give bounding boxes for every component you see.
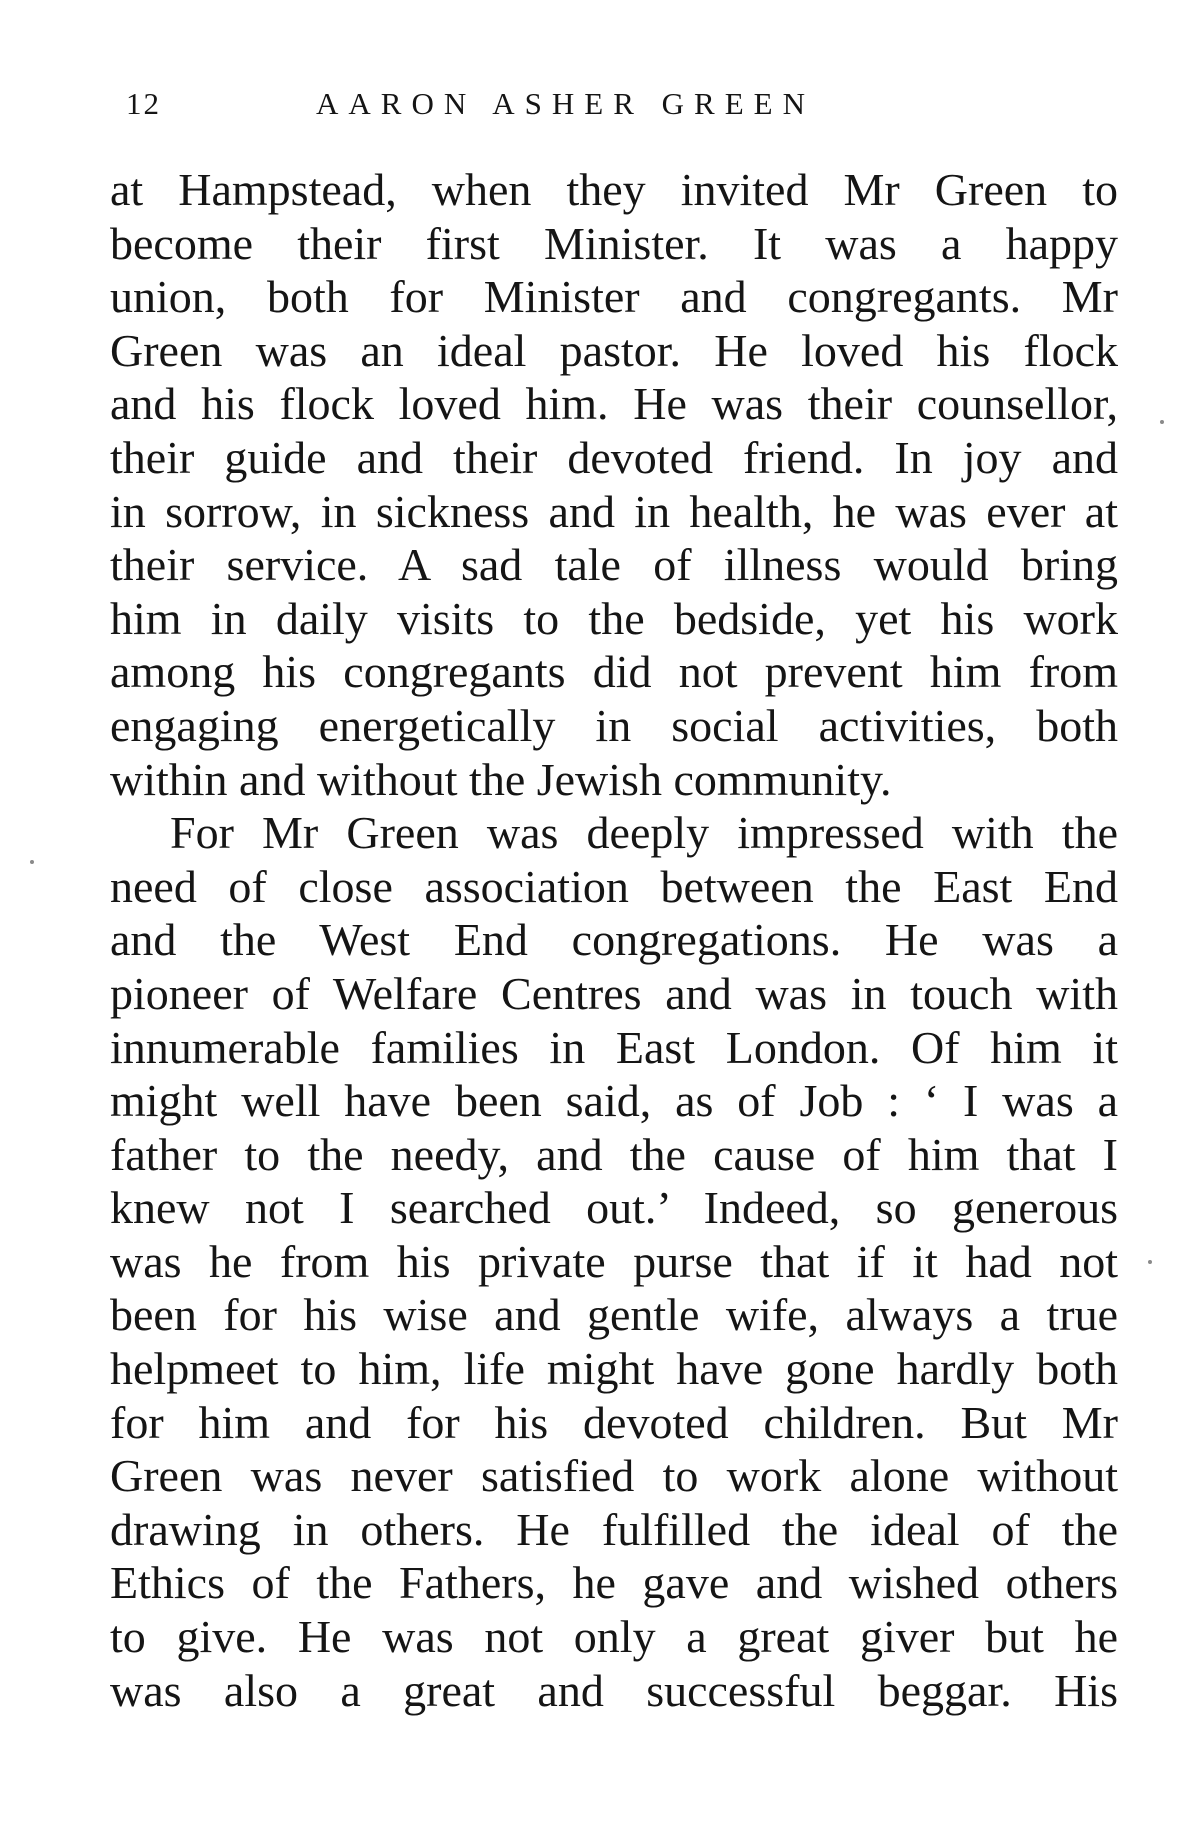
text-line: to give. He was not only a great giver but he [110, 1611, 1118, 1663]
scan-speck [30, 860, 34, 864]
text-line: need of close association between the East End [110, 860, 1118, 912]
text-line: drawing in others. He fulfilled the ideal of the [110, 1503, 1118, 1555]
text-line: was he from his private purse that if it had not [110, 1235, 1118, 1287]
text-line: him in daily visits to the bedside, yet his work [110, 592, 1118, 644]
text-line: pioneer of Welfare Centres and was in touch with [110, 967, 1118, 1019]
page-number: 12 [126, 86, 161, 121]
text-line: for him and for his devoted children. But Mr [110, 1396, 1118, 1448]
text-line: might well have been said, as of Job : ‘ I was a [110, 1075, 1118, 1127]
scan-speck [1148, 1260, 1152, 1264]
text-line: Green was an ideal pastor. He loved his flock [110, 324, 1118, 376]
paragraph-1 [110, 163, 1118, 806]
text-line: their service. A sad tale of illness would bring [110, 539, 1118, 591]
text-line: at Hampstead, when they invited Mr Green to [110, 164, 1118, 215]
body-text [110, 163, 1118, 1717]
text-line: and the West End congregations. He was a [110, 914, 1118, 966]
text-line: within and without the Jewish community. [110, 753, 892, 805]
text-line: among his congregants did not prevent him from [110, 646, 1118, 698]
text-line: union, both for Minister and congregants. Mr [110, 271, 1118, 323]
running-title: AARON ASHER GREEN [316, 86, 815, 121]
text-line: in sorrow, in sickness and in health, he was ever at [110, 485, 1118, 537]
text-line: Ethics of the Fathers, he gave and wished others [110, 1557, 1118, 1609]
text-line: Green was never satisfied to work alone without [110, 1450, 1118, 1502]
text-line: become their first Minister. It was a happy [110, 217, 1118, 269]
text-line: engaging energetically in social activities, both [110, 699, 1118, 751]
text-line: knew not I searched out.’ Indeed, so generous [110, 1182, 1118, 1234]
text-line: been for his wise and gentle wife, always a true [110, 1289, 1118, 1341]
text-line: father to the needy, and the cause of him that I [110, 1128, 1118, 1180]
scan-speck [1160, 420, 1164, 424]
running-head [126, 82, 1116, 126]
text-line: their guide and their devoted friend. In joy and [110, 431, 1118, 483]
text-line: was also a great and successful beggar. His [110, 1664, 1118, 1716]
paragraph-2 [110, 806, 1118, 1717]
text-line: and his flock loved him. He was their counsellor, [110, 378, 1118, 430]
text-line: helpmeet to him, life might have gone hardly both [110, 1343, 1118, 1395]
text-line: For Mr Green was deeply impressed with the [170, 807, 1118, 859]
text-line: innumerable families in East London. Of him it [110, 1021, 1118, 1073]
